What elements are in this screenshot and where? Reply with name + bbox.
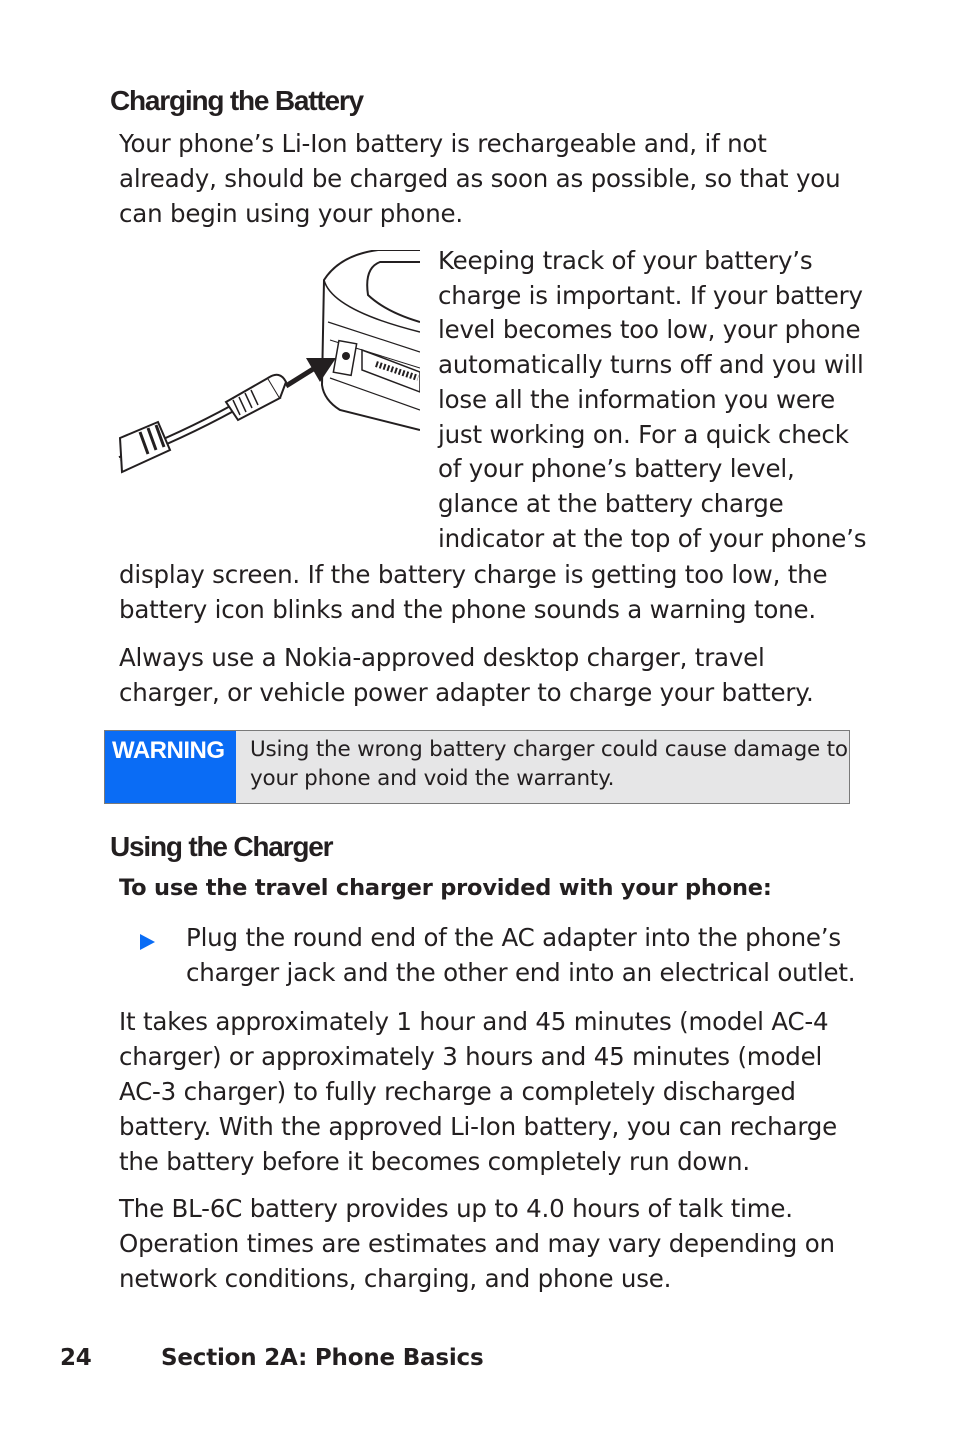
warning-box (104, 730, 850, 804)
battery-tracking-continued: display screen. If the battery charge is getting too low, the battery icon blinks and the phone sounds a warning tone. (119, 560, 828, 624)
charge-time-paragraph: It takes approximately 1 hour and 45 minutes (model AC-4 charger) or approximately 3 hours and 45 minutes (model AC-3 charger) to fully recharge a completely discharged battery. With the approved Li-Ion battery, you can recharge the battery before it becomes completely run down. (119, 1007, 837, 1176)
warning-text: Using the wrong battery charger could cause damage to your phone and void the warranty. (250, 737, 848, 791)
bullet-step: Plug the round end of the AC adapter into the phone’s charger jack and the other end into an electrical outlet. (186, 923, 856, 987)
bullet-arrow-icon (140, 934, 155, 950)
battery-tracking-paragraph: Keeping track of your battery’s charge is important. If your battery level becomes too low, your phone automatically turns off and you will lose all the information you were just working on. For a quick check of your phone’s battery level, glance at the battery charge indicator at the top of your phone’s (438, 246, 867, 553)
charger-plug-illustration (118, 250, 420, 478)
instruction-subhead: To use the travel charger provided with your phone: (119, 875, 772, 901)
section-heading-charging: Charging the Battery (110, 85, 363, 116)
section-heading-using-charger: Using the Charger (110, 831, 333, 862)
footer-section-title: Section 2A: Phone Basics (161, 1345, 484, 1371)
talk-time-paragraph: The BL-6C battery provides up to 4.0 hours of talk time. Operation times are estimates and may vary depending on network conditions, charging, and phone use. (119, 1194, 835, 1293)
warning-label: WARNING (105, 731, 236, 803)
approved-charger-paragraph: Always use a Nokia-approved desktop charger, travel charger, or vehicle power adapter to charge your battery. (119, 643, 814, 707)
page-number: 24 (60, 1345, 92, 1371)
intro-paragraph: Your phone’s Li-Ion battery is rechargeable and, if not already, should be charged as soon as possible, so that you can begin using your phone. (119, 129, 841, 228)
